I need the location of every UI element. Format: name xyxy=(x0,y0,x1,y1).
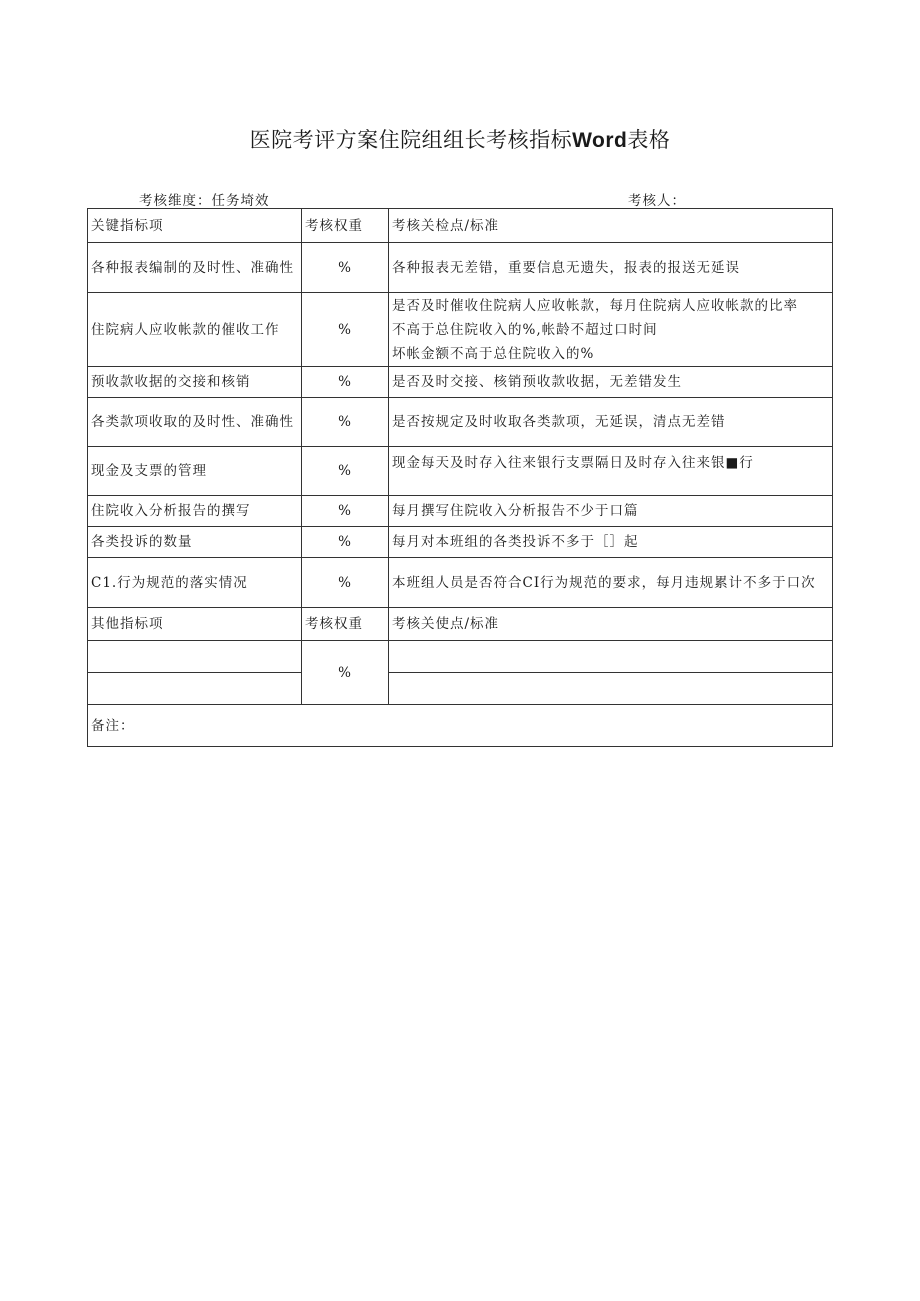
item-cell: C1.行为规范的落实情况 xyxy=(88,558,302,608)
table-row xyxy=(88,243,833,293)
key-header-standard: 考核关检点/标准 xyxy=(389,209,833,243)
table-row xyxy=(88,527,833,558)
other-item-cell xyxy=(88,641,302,673)
standard-cell: 每月撰写住院收入分析报告不少于口篇 xyxy=(389,496,833,527)
item-cell: 住院病人应收帐款的催收工作 xyxy=(88,293,302,367)
title-suffix: 表格 xyxy=(627,128,671,152)
weight-cell: % xyxy=(302,293,389,367)
title-main: 医院考评方案住院组组长考核指标 xyxy=(249,128,573,152)
item-cell: 各种报表编制的及时性、准确性 xyxy=(88,243,302,293)
standard-cell: 是否及时交接、核销预收款收据，无差错发生 xyxy=(389,367,833,398)
standard-line: 是否及时催收住院病人应收帐款，每月住院病人应收帐款的比率 xyxy=(392,297,798,314)
table-row xyxy=(88,496,833,527)
other-item-cell xyxy=(88,673,302,705)
key-header-row xyxy=(88,209,833,243)
other-header-item: 其他指标项 xyxy=(88,608,302,641)
item-cell: 各类投诉的数量 xyxy=(88,527,302,558)
assessment-table xyxy=(87,208,833,747)
item-cell: 预收款收据的交接和核销 xyxy=(88,367,302,398)
table-row xyxy=(88,367,833,398)
item-cell: 住院收入分析报告的撰写 xyxy=(88,496,302,527)
other-weight-cell: % xyxy=(302,641,389,705)
standard-cell xyxy=(389,293,833,367)
document-title xyxy=(0,124,920,154)
assessor-label: 考核人： xyxy=(628,193,686,209)
other-standard-cell xyxy=(389,641,833,673)
weight-cell: % xyxy=(302,243,389,293)
table-row xyxy=(88,558,833,608)
standard-cell: 本班组人员是否符合CI行为规范的要求，每月违规累计不多于口次 xyxy=(389,558,833,608)
standard-cell: 现金每天及时存入往来银行支票隔日及时存入往来银■行 xyxy=(389,447,833,496)
key-header-weight: 考核权重 xyxy=(302,209,389,243)
other-standard-cell xyxy=(389,673,833,705)
weight-cell: % xyxy=(302,496,389,527)
weight-cell: % xyxy=(302,447,389,496)
title-word: Word xyxy=(572,129,628,152)
table-row xyxy=(88,398,833,447)
standard-line: 不高于总住院收入的%,帐龄不超过口时间 xyxy=(392,321,658,338)
note-row xyxy=(88,705,833,747)
standard-cell: 每月对本班组的各类投诉不多于［］起 xyxy=(389,527,833,558)
item-cell: 现金及支票的管理 xyxy=(88,447,302,496)
other-row xyxy=(88,673,833,705)
weight-cell: % xyxy=(302,367,389,398)
standard-line: 坏帐金额不高于总住院收入的% xyxy=(392,345,595,362)
dimension-label: 考核维度：任务埼效 xyxy=(139,193,270,209)
key-header-item: 关键指标项 xyxy=(88,209,302,243)
table-row xyxy=(88,447,833,496)
weight-cell: % xyxy=(302,398,389,447)
weight-cell: % xyxy=(302,527,389,558)
note-cell: 备注： xyxy=(88,705,833,747)
weight-cell: % xyxy=(302,558,389,608)
item-cell: 各类款项收取的及时性、准确性 xyxy=(88,398,302,447)
table-row xyxy=(88,293,833,367)
other-header-weight: 考核权重 xyxy=(302,608,389,641)
standard-cell: 是否按规定及时收取各类款项，无延误，清点无差错 xyxy=(389,398,833,447)
other-header-standard: 考核关使点/标准 xyxy=(389,608,833,641)
standard-cell: 各种报表无差错，重要信息无遗失，报表的报送无延误 xyxy=(389,243,833,293)
other-header-row xyxy=(88,608,833,641)
other-row xyxy=(88,641,833,673)
